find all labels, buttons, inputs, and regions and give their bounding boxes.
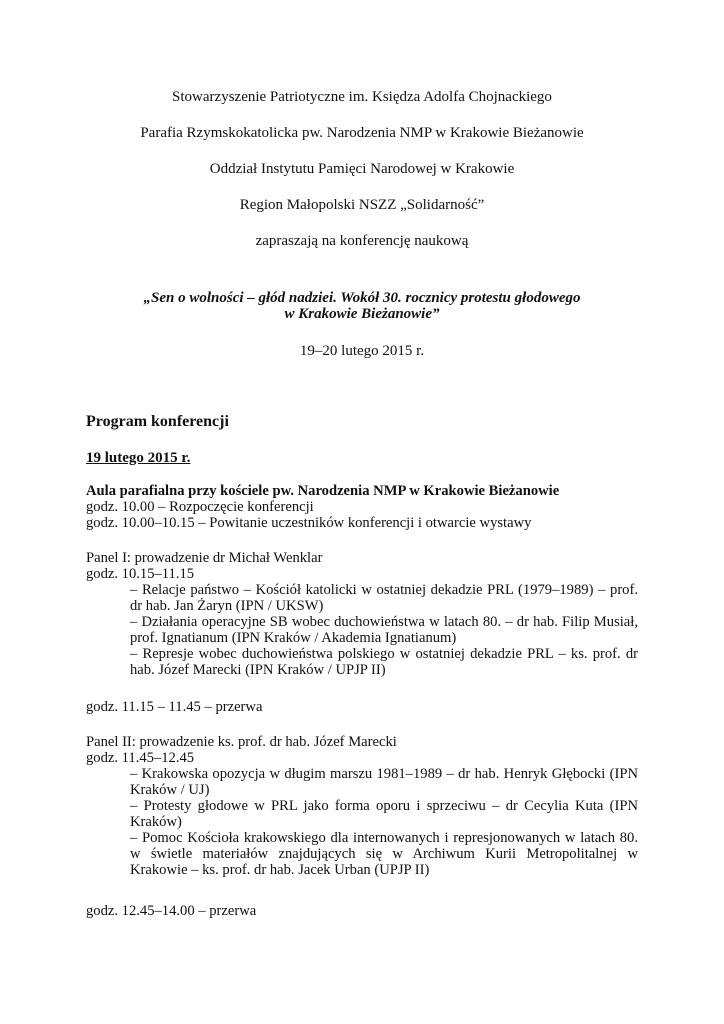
day1-date: 19 lutego 2015 r. [86,450,191,466]
organizer-line-2: Parafia Rzymskokatolicka pw. Narodzenia NMP w Krakowie Bieżanowie [140,125,584,141]
conference-dates: 19–20 lutego 2015 r. [299,343,425,359]
break-1: godz. 11.15 – 11.45 – przerwa [86,699,263,715]
organizer-line-4: Region Małopolski NSZZ „Solidarność” [239,197,485,213]
invitation-line: zapraszają na konferencję naukową [255,233,469,249]
organizer-line-3: Oddział Instytutu Pamięci Narodowej w Krakowie [209,161,515,177]
organizer-line-1: Stowarzyszenie Patriotyczne im. Księdza Adolfa Chojnackiego [172,89,552,105]
panel1-time: godz. 10.15–11.15 [86,566,195,582]
panel2-time: godz. 11.45–12.45 [86,750,195,766]
day1-venue: Aula parafialna przy kościele pw. Narodzenia NMP w Krakowie Bieżanowie [86,483,560,499]
program-heading: Program konferencji [86,413,229,430]
panel2-talk-1: – Krakowska opozycja w długim marszu 1981–1989 – dr hab. Henryk Głębocki (IPN Kraków / UJ) [130,766,638,798]
break-2: godz. 12.45–14.00 – przerwa [86,903,257,919]
panel2-talk-3: – Pomoc Kościoła krakowskiego dla internowanych i represjonowanych w latach 80. w świetle materiałów znajdujących się w Archiwum Kurii Metropolitalnej w Krakowie – ks. prof. dr hab. Jacek Urban (UPJP II) [130,830,638,878]
panel1-chair: Panel I: prowadzenie dr Michał Wenklar [86,550,323,566]
conference-title-line-2: w Krakowie Bieżanowie” [284,306,440,322]
opening-line-1: godz. 10.00 – Rozpoczęcie konferencji [86,499,314,515]
panel1-talk-2: – Działania operacyjne SB wobec duchowieństwa w latach 80. – dr hab. Filip Musiał, prof. Ignatianum (IPN Kraków / Akademia Ignatianum) [130,614,638,646]
opening-line-2: godz. 10.00–10.15 – Powitanie uczestników konferencji i otwarcie wystawy [86,515,532,531]
conference-title-line-1: „Sen o wolności – głód nadziei. Wokół 30. rocznicy protestu głodowego [143,290,581,306]
panel1-talk-3: – Represje wobec duchowieństwa polskiego w ostatniej dekadzie PRL – ks. prof. dr hab. Józef Marecki (IPN Kraków / UPJP II) [130,646,638,678]
panel2-talk-2: – Protesty głodowe w PRL jako forma oporu i sprzeciwu – dr Cecylia Kuta (IPN Kraków) [130,798,638,830]
panel2-chair: Panel II: prowadzenie ks. prof. dr hab. Józef Marecki [86,734,397,750]
panel1-talk-1: – Relacje państwo – Kościół katolicki w ostatniej dekadzie PRL (1979–1989) – prof. dr hab. Jan Żaryn (IPN / UKSW) [130,582,638,614]
